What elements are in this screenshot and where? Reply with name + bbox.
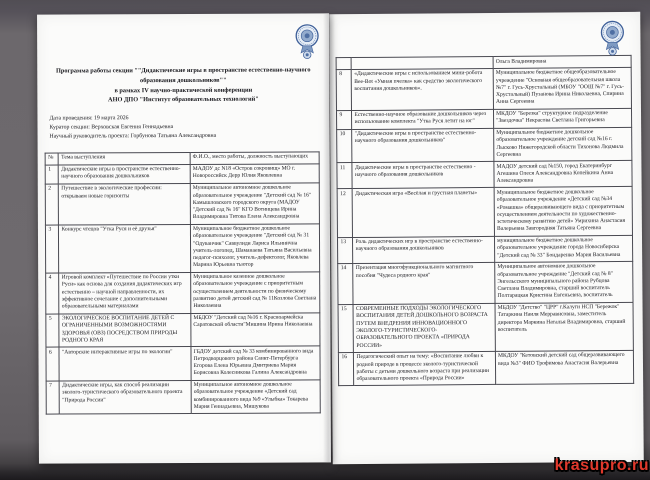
cell-person: Муниципальное бюджетное дошкольное образовательное учреждение «Детский сад №34 «Ромашка» общеразвивающего вида с приоритетным осуществлением деятельности по художественно-эстетическому развитию детей» Умрихина Анастасия Валерьевна Завгородняя Татьяна Сергеевна <box>494 187 633 236</box>
meta-date: Дата проведения: 19 марта 2026 <box>49 115 129 122</box>
cell-topic: ЭКОЛОГИЧЕСКОЕ ВОСПИТАНИЕ ДЕТЕЙ С ОГРАНИЧЕННЫМИ ВОЗМОЖНОСТЯМИ ЗДОРОВЬЯ (ОВЗ) ПОСРЕДСТВОМ ПРИРОДЫ РОДНОГО КРАЯ <box>59 313 191 347</box>
table-row <box>338 261 633 304</box>
cell-topic: Презентация многофункционального магнитного пособия "Чудеса родного края" <box>353 262 495 304</box>
cell-topic: СОВРЕМЕННЫЕ ПОДХОДЫ ЭКОЛОГИЧЕСКОГО ВОСПИТАНИЯ ДЕТЕЙ ДОШКОЛЬНОГО ВОЗРАСТА ПУТЕМ ВНЕДРЕНИЯ ИННОВАЦИОННОГО ЭКОЛОГО-ТУРИСТИЧЕСКОГО-ОБРАЗОВАТЕЛЬНОГО ПРОЕКТА «ПРИРОДА РОССИИ» <box>353 303 495 352</box>
program-table-left <box>45 151 321 414</box>
left-page <box>37 13 331 463</box>
table-row <box>336 108 631 129</box>
document-title <box>51 65 315 105</box>
title-line: в рамках IV научно-практической конференции <box>114 86 253 94</box>
cell-person: муниципальное бюджетное дошкольное образовательное учреждение города Новосибирска "Детский сад № 33" Бондаренко Мария Васильевна <box>494 235 633 262</box>
cell-num: 5 <box>46 314 59 348</box>
cell-person: МКДОУ "Березка" структурное подразделение "Звездочка" Некрасова Светлана Григорьевна <box>493 108 632 128</box>
title-line: образования дошкольников"" <box>140 76 227 84</box>
cell-person: Муниципальное автономное дошкольное образовательное учреждение "Детский сад № 8" Энгельсского муниципального района Рубцова Светлана Владимировна, старший воспитатель Полтарацкая Кристина Евгеньевна, воспитатель <box>494 261 633 303</box>
table-row <box>337 127 632 163</box>
cell-num: 9 <box>336 110 351 129</box>
cell-person: Муниципальное бюджетное дошкольное образовательное учреждение "Детский сад № 31 "Одуванчик" Саввулиди Лариса Ильинична учитель-логопед, Шаманаева Татьяна Васильевна педагог-психолог, учитель-дефектолог, Яковлева Марина Юрьевна тьютор <box>190 223 320 272</box>
table-row <box>46 312 320 347</box>
cell-person: Ольга Владимировна <box>493 55 631 68</box>
cell-person: МБДОУ "Детство" "ЦРР" г.Калуги НСП "Бережок" Татаркина Наиля Меррависовна, заместитель директора Маркина Наталья Владимировна, старший воспитатель <box>495 302 634 351</box>
cell-topic: Игровой комплект «Путешествие по России утки Руси» как основа для создания дидактических игр естественно – научной направленности, их эффективное сочетание с дополнительными образовательными материалами <box>59 272 191 313</box>
right-page <box>329 12 644 464</box>
cell-topic: Педагогический опыт на тему: «Воспитание любви к родной природе в процессе эколого-туристической работы с детьми дошкольного возраста при реализации образовательного проекта «Природа России» <box>353 351 495 386</box>
watermark: krasupro.ru <box>554 457 649 474</box>
cell-person: МКДОУ "Кетовский детский сад общеразвивающего вида №3" ФИО Трофимова Анастасия Валерьевна <box>495 350 634 385</box>
cell-topic: «Дидактические игры с использованием мини-робота Bee-Bot «Умная пчелка» как средство экологического воспитания дошкольников». <box>351 68 493 110</box>
cell-num: 6 <box>46 347 59 381</box>
meta-supervisor: Научный руководитель проекта: Горбунова Татьяна Александровна <box>49 132 217 140</box>
cell-num: 8 <box>336 69 351 110</box>
program-table-right <box>336 55 635 387</box>
cell-person: МАДОУ детский сад №150, город Екатеринбург Агешина Олеся Александровна Копейкина Анна Александровна <box>493 161 632 188</box>
cell-person: Муниципальное автономное дошкольное образовательное учреждение «Детский сад комбинированного вида №9 «Улыбка» Токарева Мария Геннадьевна, Мишукова <box>191 380 321 414</box>
cell-person: Муниципальное бюджетное общеобразовательное учреждение "Основная общеобразовательная школа №7" г. Гусь-Хрустальный (МБОУ "ООШ №7" г. Гусь-Хрустальный) Пузанова Ирина Николаевна, Спирина Анна Сергеевна <box>493 67 632 109</box>
cell-topic: Дидактические игры в пространстве естественно-научного образования дошкольников <box>58 164 190 184</box>
table-row <box>337 187 632 237</box>
cell-topic: Дидактическая игра «Весёлая и грустная планеты» <box>352 188 494 237</box>
table-row <box>336 67 631 110</box>
cell-num: 1 <box>45 165 58 184</box>
cell-topic: "Авторские интерактивные игры по экологии" <box>59 347 191 381</box>
cell-num: 2 <box>45 184 58 225</box>
table-row <box>46 346 320 381</box>
cell-num: 4 <box>46 273 59 314</box>
cell-person: ГБДОУ детский сад № 33 комбинированного вида Петродворцового района Санкт-Петербурга Егорова Елена Юрьевна Дмитриева Мария Борисовна Колесникова Галина Александровна <box>190 346 320 380</box>
meta-curator: Куратор секции: Верховская Евгения Геннадьевна <box>49 124 174 131</box>
cell-topic: Конкурс чтецов "Утка Руся и её друзья" <box>58 224 190 273</box>
title-line: Программа работы секции ""Дидактические игры в пространстве естественно-научного <box>55 66 311 75</box>
cell-topic: Роль дидактических игр в пространстве естественно-научного образования дошкольников <box>352 236 494 263</box>
table-row <box>46 272 320 314</box>
cell-num: 12 <box>337 189 352 237</box>
cell-person: Муниципальное бюджетное дошкольное образовательное учреждение детский сад №16 г. Лысково Нижегородской области Тихонова Людмила Сергеевна <box>493 127 632 162</box>
header-num: № <box>45 153 58 165</box>
cell-topic: Дидактические игры в пространстве естественно - научного образования дошкольников <box>352 162 494 189</box>
institute-seal-icon <box>597 20 627 58</box>
cell-num: 10 <box>337 129 352 163</box>
cell-person: МБДОУ "Детский сад №16 г. Красноармейска Саратовской области"Мишина Ирина Николаевна <box>190 312 320 346</box>
cell-person: Муниципальное казенное дошкольное образовательное учреждение с приоритетным осуществлением деятельности по физическому развитию детей детский сад № 11Козлова Светлана Николаевна <box>190 272 320 313</box>
table-row <box>337 235 632 264</box>
table-row <box>45 223 319 272</box>
header-topic: Тема выступления <box>58 152 190 164</box>
cell-num: 14 <box>338 263 353 304</box>
cell-num: 11 <box>337 163 352 189</box>
cell-num: 13 <box>337 237 352 263</box>
table-row <box>46 380 320 415</box>
cell-num: 15 <box>338 304 353 352</box>
cell-person: Муниципальное автономное дошкольное образовательное учреждение "Детский сад № 16" Камышловского городского округа (МАДОУ "Детский сад № 16" КГО Вотинцева Ирина Владимировна Титова Елена Александровна <box>190 183 320 224</box>
cell-topic: "Дидактические игры в пространстве естественно-научного образования дошкольников" <box>352 128 494 163</box>
cell-topic: Путешествие в экологические профессии: открываем новые горизонты <box>58 183 190 224</box>
cell-num: 7 <box>46 381 59 415</box>
cell-num: 16 <box>338 352 353 386</box>
table-row <box>338 302 633 352</box>
table-row <box>337 161 632 190</box>
cell-topic: Дидактические игры, как способ реализации эколого-туристического образовательного проекта "Природа России" <box>59 380 191 414</box>
title-line: АНО ДПО "Институт образовательных технологий" <box>108 95 259 104</box>
table-row <box>45 183 319 225</box>
header-person: Ф.И.О., место работы, должность выступающих <box>190 152 320 164</box>
table-row <box>338 350 633 386</box>
cell-num <box>336 58 351 70</box>
document-meta <box>49 113 329 141</box>
cell-num: 3 <box>45 225 58 273</box>
cell-person: МАДОУ дс N18 «Остров сокровищ» МО г. Новороссийск Дерр Юлия Яковлевна <box>190 164 320 184</box>
cell-topic: Естественно-научное образование дошкольников через использование комплекта "Утка Руся летит на юг" <box>351 109 493 129</box>
institute-seal-icon <box>292 23 322 61</box>
table-row <box>45 164 319 184</box>
